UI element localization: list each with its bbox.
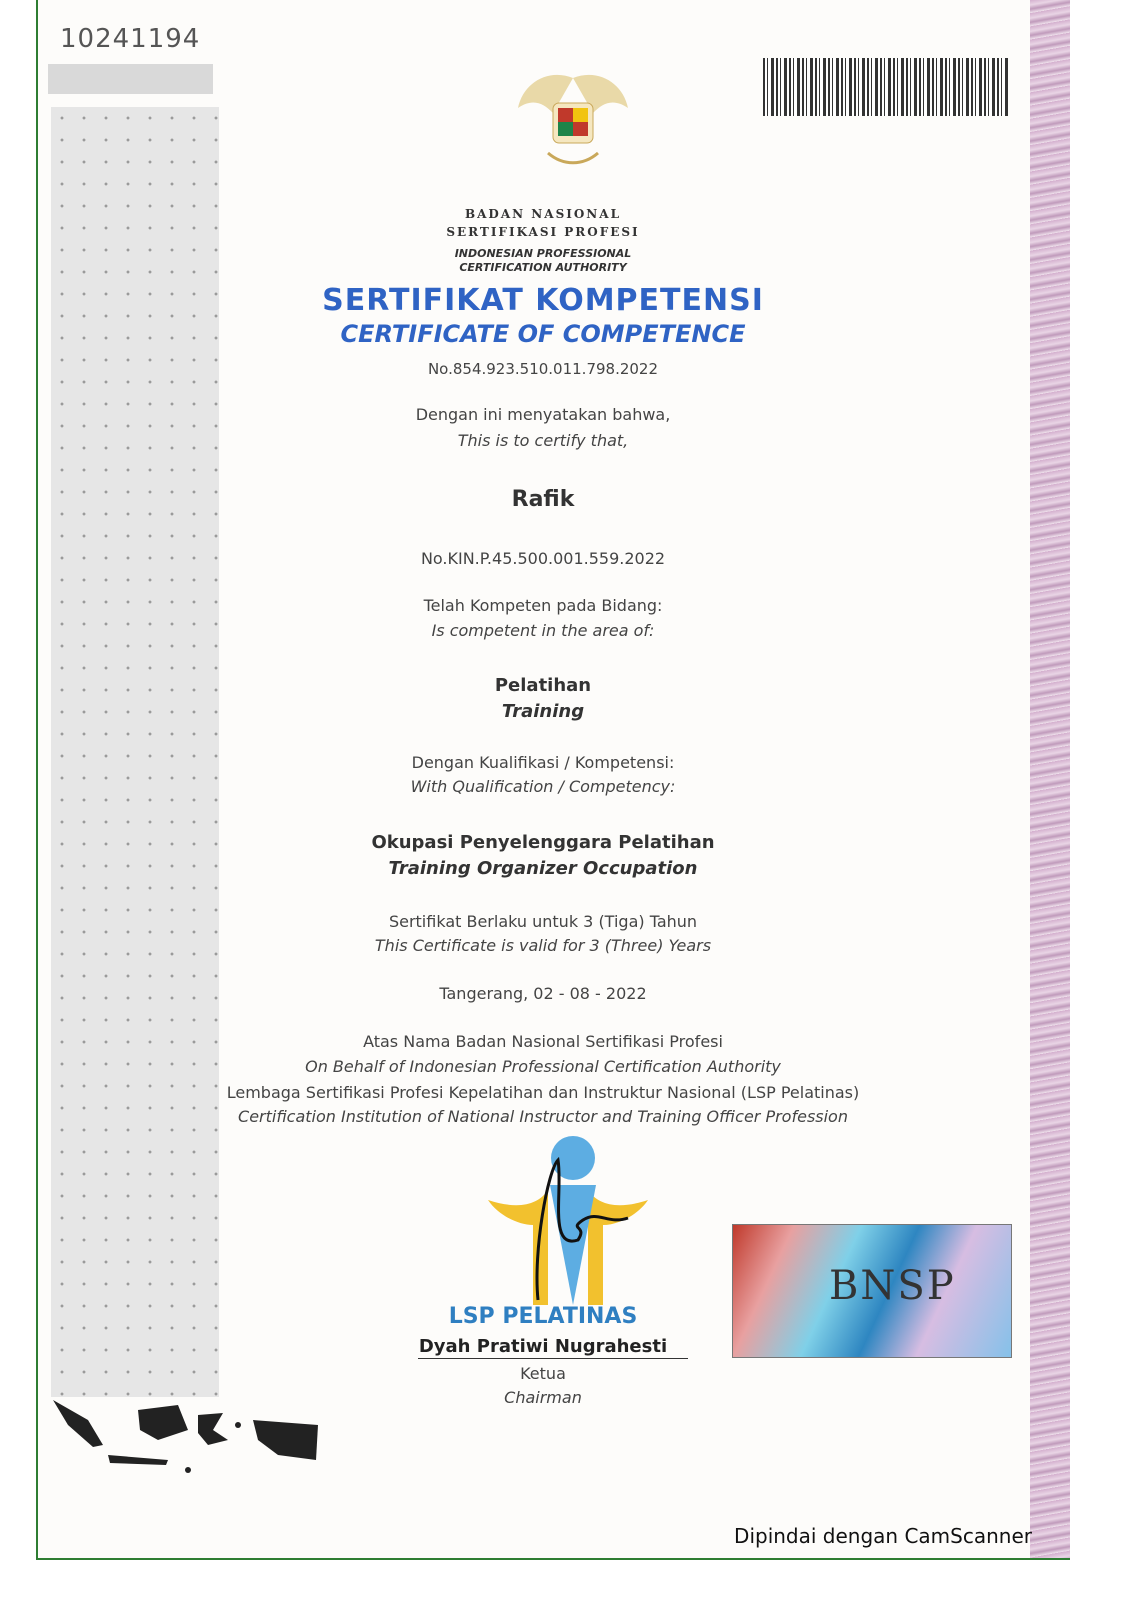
competent-intro-en: Is competent in the area of:	[431, 621, 655, 640]
certificate-title-en: CERTIFICATE OF COMPETENCE	[340, 320, 746, 348]
lsp-logo-text: LSP PELATINAS	[448, 1304, 638, 1329]
holder-number: No.KIN.P.45.500.001.559.2022	[420, 549, 666, 568]
qualification-en: Training Organizer Occupation	[388, 858, 698, 879]
agency-en-line2: CERTIFICATION AUTHORITY	[459, 261, 627, 274]
certificate-sheet	[36, 0, 1070, 1560]
signatory-name: Dyah Pratiwi Nugrahesti	[418, 1336, 668, 1357]
serial-number: 10241194	[60, 24, 201, 54]
field-id: Pelatihan	[494, 675, 592, 696]
field-en: Training	[501, 701, 585, 722]
institution-id: Lembaga Sertifikasi Profesi Kepelatihan dan Instruktur Nasional (LSP Pelatinas)	[226, 1083, 860, 1102]
validity-en: This Certificate is valid for 3 (Three) Years	[374, 936, 712, 955]
holder-name: Rafik	[511, 487, 575, 512]
agency-name-en	[38, 247, 1048, 275]
certify-intro-en: This is to certify that,	[457, 431, 629, 450]
qualification-intro-en: With Qualification / Competency:	[410, 777, 676, 796]
institution-en: Certification Institution of National Instructor and Training Officer Profession	[238, 1107, 848, 1126]
certify-intro-id: Dengan ini menyatakan bahwa,	[415, 405, 671, 424]
bnsp-hologram	[732, 1224, 1012, 1358]
agency-line1: BADAN NASIONAL	[464, 207, 622, 221]
indonesia-map-icon	[48, 1385, 328, 1485]
on-behalf-en: On Behalf of Indonesian Professional Certification Authority	[305, 1057, 781, 1076]
barcode	[763, 58, 1008, 116]
agency-en-line1: INDONESIAN PROFESSIONAL	[454, 247, 632, 260]
signatory-role-id: Ketua	[520, 1364, 566, 1383]
agency-line2: SERTIFIKASI PROFESI	[446, 225, 640, 239]
validity-id: Sertifikat Berlaku untuk 3 (Tiga) Tahun	[388, 912, 698, 931]
garuda-emblem-icon	[508, 58, 638, 188]
signature-line	[418, 1358, 688, 1359]
hologram-text: BNSP	[829, 1263, 956, 1309]
lsp-logo-with-signature	[478, 1130, 658, 1320]
certificate-title: SERTIFIKAT KOMPETENSI	[322, 283, 764, 318]
signatory-role-en: Chairman	[504, 1388, 582, 1407]
certificate-number: No.854.923.510.011.798.2022	[427, 360, 659, 378]
competent-intro-id: Telah Kompeten pada Bidang:	[423, 596, 663, 615]
serial-bar	[48, 64, 213, 94]
on-behalf-id: Atas Nama Badan Nasional Sertifikasi Profesi	[363, 1032, 723, 1051]
agency-name-id	[38, 205, 1048, 241]
qualification-id: Okupasi Penyelenggara Pelatihan	[371, 832, 715, 853]
qualification-intro-id: Dengan Kualifikasi / Kompetensi:	[411, 753, 675, 772]
scanner-note: Dipindai dengan CamScanner	[734, 1524, 1032, 1548]
place-date: Tangerang, 02 - 08 - 2022	[439, 984, 647, 1003]
